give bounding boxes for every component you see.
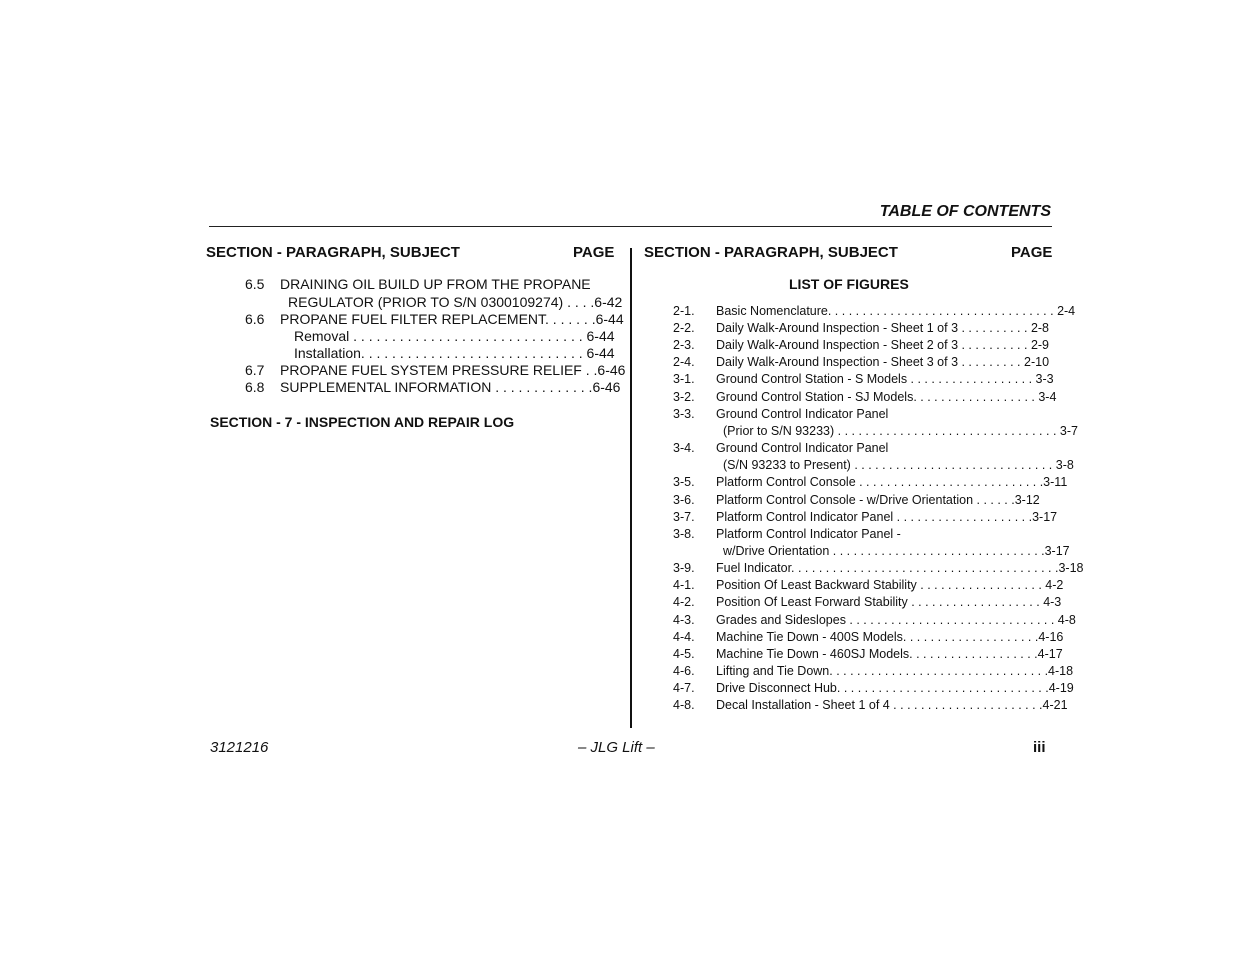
right-header-subject: SECTION - PARAGRAPH, SUBJECT <box>644 244 898 261</box>
figure-text: Basic Nomenclature. . . . . . . . . . . . . . . . . . . . . . . . . . . . . . . . . 2-4 <box>716 304 1076 318</box>
figure-text: Platform Control Indicator Panel . . . . . . . . . . . . . . . . . . . .3-17 <box>716 510 1058 524</box>
figure-text: Fuel Indicator. . . . . . . . . . . . . . . . . . . . . . . . . . . . . . . . . . . . . . .3-18 <box>716 561 1084 575</box>
figure-text: Ground Control Station - SJ Models. . . . . . . . . . . . . . . . . . 3-4 <box>716 390 1057 404</box>
toc-line-num: 6.5 <box>245 276 265 292</box>
figure-text: Platform Control Console - w/Drive Orientation . . . . . .3-12 <box>716 493 1040 507</box>
figure-text: (S/N 93233 to Present) . . . . . . . . . . . . . . . . . . . . . . . . . . . . . 3-8 <box>723 458 1074 472</box>
figure-text: Platform Control Indicator Panel - <box>716 527 901 541</box>
figure-text: Ground Control Indicator Panel <box>716 407 889 421</box>
figure-text: w/Drive Orientation . . . . . . . . . . . . . . . . . . . . . . . . . . . . . . .3-17 <box>723 544 1070 558</box>
page-number: iii <box>1033 739 1046 756</box>
toc-line-text: DRAINING OIL BUILD UP FROM THE PROPANE <box>280 276 591 292</box>
figure-num: 4-7. <box>673 681 695 695</box>
figure-num: 4-3. <box>673 613 695 627</box>
figure-text: Daily Walk-Around Inspection - Sheet 1 of 3 . . . . . . . . . . 2-8 <box>716 321 1050 335</box>
figure-text: Drive Disconnect Hub. . . . . . . . . . . . . . . . . . . . . . . . . . . . . . .4-19 <box>716 681 1074 695</box>
toc-line-text: PROPANE FUEL SYSTEM PRESSURE RELIEF . .6-46 <box>280 362 626 378</box>
figure-text: Machine Tie Down - 400S Models. . . . . . . . . . . . . . . . . . . .4-16 <box>716 630 1064 644</box>
figure-num: 3-8. <box>673 527 695 541</box>
figure-num: 4-8. <box>673 698 695 712</box>
figure-num: 4-2. <box>673 595 695 609</box>
figure-text: Position Of Least Forward Stability . . . . . . . . . . . . . . . . . . . 4-3 <box>716 595 1062 609</box>
document-number: 3121216 <box>210 739 269 756</box>
figure-num: 3-4. <box>673 441 695 455</box>
figure-num: 3-3. <box>673 407 695 421</box>
toc-line-num: 6.6 <box>245 311 265 327</box>
figure-num: 2-1. <box>673 304 695 318</box>
left-header-subject: SECTION - PARAGRAPH, SUBJECT <box>206 244 460 261</box>
figure-num: 3-1. <box>673 372 695 386</box>
right-header-page: PAGE <box>1011 244 1053 261</box>
figure-num: 4-1. <box>673 578 695 592</box>
figure-text: Machine Tie Down - 460SJ Models. . . . . . . . . . . . . . . . . . .4-17 <box>716 647 1063 661</box>
title-rule <box>209 226 1052 227</box>
section-7-heading: SECTION - 7 - INSPECTION AND REPAIR LOG <box>210 414 515 430</box>
figure-text: Platform Control Console . . . . . . . . . . . . . . . . . . . . . . . . . . .3-11 <box>716 475 1068 489</box>
figure-num: 2-2. <box>673 321 695 335</box>
toc-line-num: 6.8 <box>245 379 265 395</box>
left-header-page: PAGE <box>573 244 615 261</box>
figure-num: 3-2. <box>673 390 695 404</box>
toc-line-text: Removal . . . . . . . . . . . . . . . . . . . . . . . . . . . . . . 6-44 <box>294 328 615 344</box>
figure-num: 2-4. <box>673 355 695 369</box>
figure-text: Daily Walk-Around Inspection - Sheet 2 of 3 . . . . . . . . . . 2-9 <box>716 338 1050 352</box>
figure-num: 3-7. <box>673 510 695 524</box>
figure-num: 4-4. <box>673 630 695 644</box>
toc-line-text: REGULATOR (PRIOR TO S/N 0300109274) . . . .6-42 <box>288 294 623 310</box>
figure-text: Ground Control Indicator Panel <box>716 441 889 455</box>
figure-text: Ground Control Station - S Models . . . . . . . . . . . . . . . . . . 3-3 <box>716 372 1054 386</box>
footer-brand: – JLG Lift – <box>578 739 655 756</box>
figure-num: 3-6. <box>673 493 695 507</box>
figure-num: 2-3. <box>673 338 695 352</box>
figure-text: Lifting and Tie Down. . . . . . . . . . . . . . . . . . . . . . . . . . . . . . . .4-18 <box>716 664 1074 678</box>
toc-line-text: PROPANE FUEL FILTER REPLACEMENT. . . . . . .6-44 <box>280 311 624 327</box>
figure-num: 4-5. <box>673 647 695 661</box>
figure-text: (Prior to S/N 93233) . . . . . . . . . . . . . . . . . . . . . . . . . . . . . . . . 3-7 <box>723 424 1078 438</box>
toc-line-text: Installation. . . . . . . . . . . . . . . . . . . . . . . . . . . . . 6-44 <box>294 345 615 361</box>
figure-num: 3-9. <box>673 561 695 575</box>
column-divider <box>630 248 632 728</box>
page-title: TABLE OF CONTENTS <box>879 203 1051 220</box>
figure-num: 3-5. <box>673 475 695 489</box>
toc-line-num: 6.7 <box>245 362 265 378</box>
list-of-figures-title: LIST OF FIGURES <box>789 276 909 292</box>
figure-text: Grades and Sideslopes . . . . . . . . . . . . . . . . . . . . . . . . . . . . . . 4-8 <box>716 613 1076 627</box>
figure-text: Decal Installation - Sheet 1 of 4 . . . . . . . . . . . . . . . . . . . . . .4-21 <box>716 698 1068 712</box>
figure-text: Position Of Least Backward Stability . . . . . . . . . . . . . . . . . . 4-2 <box>716 578 1064 592</box>
figure-text: Daily Walk-Around Inspection - Sheet 3 of 3 . . . . . . . . . 2-10 <box>716 355 1050 369</box>
figure-num: 4-6. <box>673 664 695 678</box>
toc-line-text: SUPPLEMENTAL INFORMATION . . . . . . . . . . . . .6-46 <box>280 379 621 395</box>
